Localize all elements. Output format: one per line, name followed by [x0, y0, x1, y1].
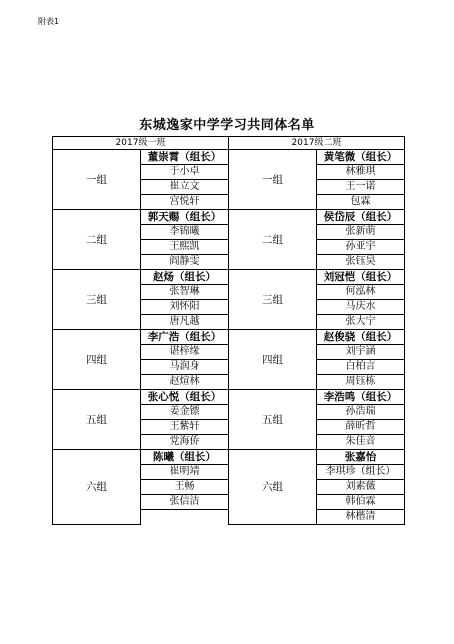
member-cell: 张大宁	[317, 315, 405, 330]
member-cell: 薛昕哲	[317, 420, 405, 435]
group-leader-cell: 李广浩（组长）	[141, 330, 229, 345]
member-cell: 王畅	[141, 480, 229, 495]
roster-table	[52, 136, 405, 525]
class-header-row	[53, 137, 405, 150]
member-cell: 包霖	[317, 195, 405, 210]
roster-row	[53, 450, 405, 465]
member-cell: 崔立文	[141, 180, 229, 195]
member-cell: 张信洁	[141, 495, 229, 510]
member-cell: 韩伯霖	[317, 495, 405, 510]
member-cell: 党海侨	[141, 435, 229, 450]
group-name-cell: 三组	[53, 270, 141, 330]
group-leader-cell: 张心悦（组长）	[141, 390, 229, 405]
roster-row	[53, 210, 405, 225]
member-cell: 王紫轩	[141, 420, 229, 435]
group-name-cell: 三组	[229, 270, 317, 330]
roster-row	[53, 150, 405, 165]
group-leader-cell: 陈曦（组长）	[141, 450, 229, 465]
group-name-cell: 二组	[229, 210, 317, 270]
member-cell: 阎静雯	[141, 255, 229, 270]
page-title: 东城逸家中学学习共同体名单	[139, 118, 315, 133]
member-cell: 林雅琪	[317, 165, 405, 180]
group-leader-cell: 李浩鸣（组长）	[317, 390, 405, 405]
attachment-label: 附表1	[38, 17, 60, 26]
roster-row	[53, 390, 405, 405]
group-leader-cell: 张嘉怡	[317, 450, 405, 465]
member-cell: 刘怀阳	[141, 300, 229, 315]
empty-cell	[141, 510, 229, 525]
member-cell: 朱佳音	[317, 435, 405, 450]
group-name-cell: 六组	[229, 450, 317, 525]
group-leader-cell: 赵炀（组长）	[141, 270, 229, 285]
member-cell: 张智琳	[141, 285, 229, 300]
roster-row	[53, 330, 405, 345]
group-name-cell: 一组	[53, 150, 141, 210]
member-cell: 张钰昊	[317, 255, 405, 270]
member-cell: 宫悦轩	[141, 195, 229, 210]
member-cell: 于小卓	[141, 165, 229, 180]
roster-row	[53, 270, 405, 285]
group-leader-cell: 董崇霄（组长）	[141, 150, 229, 165]
member-cell: 何泓林	[317, 285, 405, 300]
group-name-cell: 六组	[53, 450, 141, 525]
member-cell: 王熙凯	[141, 240, 229, 255]
group-name-cell: 二组	[53, 210, 141, 270]
member-cell: 孙亚宇	[317, 240, 405, 255]
member-cell: 唐凡越	[141, 315, 229, 330]
member-cell: 谌梓缘	[141, 345, 229, 360]
group-name-cell: 五组	[229, 390, 317, 450]
member-cell: 刘素薇	[317, 480, 405, 495]
group-name-cell: 一组	[229, 150, 317, 210]
group-leader-cell: 刘冠恺（组长）	[317, 270, 405, 285]
member-cell: 王一诺	[317, 180, 405, 195]
group-leader-cell: 赵俊骁（组长）	[317, 330, 405, 345]
member-cell: 崔明靖	[141, 465, 229, 480]
class-1-header: 2017级一班	[53, 137, 229, 150]
member-cell: 李锦曦	[141, 225, 229, 240]
group-leader-cell: 侯岱辰（组长）	[317, 210, 405, 225]
member-cell: 马庆水	[317, 300, 405, 315]
member-cell: 马润身	[141, 360, 229, 375]
member-cell: 白柏言	[317, 360, 405, 375]
member-cell: 林楷清	[317, 510, 405, 525]
member-cell: 刘宇涵	[317, 345, 405, 360]
group-name-cell: 五组	[53, 390, 141, 450]
member-cell: 李琪珍（组长）	[317, 465, 405, 480]
member-cell: 赵煊林	[141, 375, 229, 390]
group-name-cell: 四组	[53, 330, 141, 390]
group-leader-cell: 黄笔微（组长）	[317, 150, 405, 165]
member-cell: 姜金镖	[141, 405, 229, 420]
member-cell: 张新萌	[317, 225, 405, 240]
member-cell: 周钰栋	[317, 375, 405, 390]
group-name-cell: 四组	[229, 330, 317, 390]
class-2-header: 2017级二班	[229, 137, 405, 150]
member-cell: 孙浩瑞	[317, 405, 405, 420]
group-leader-cell: 郭天赐（组长）	[141, 210, 229, 225]
